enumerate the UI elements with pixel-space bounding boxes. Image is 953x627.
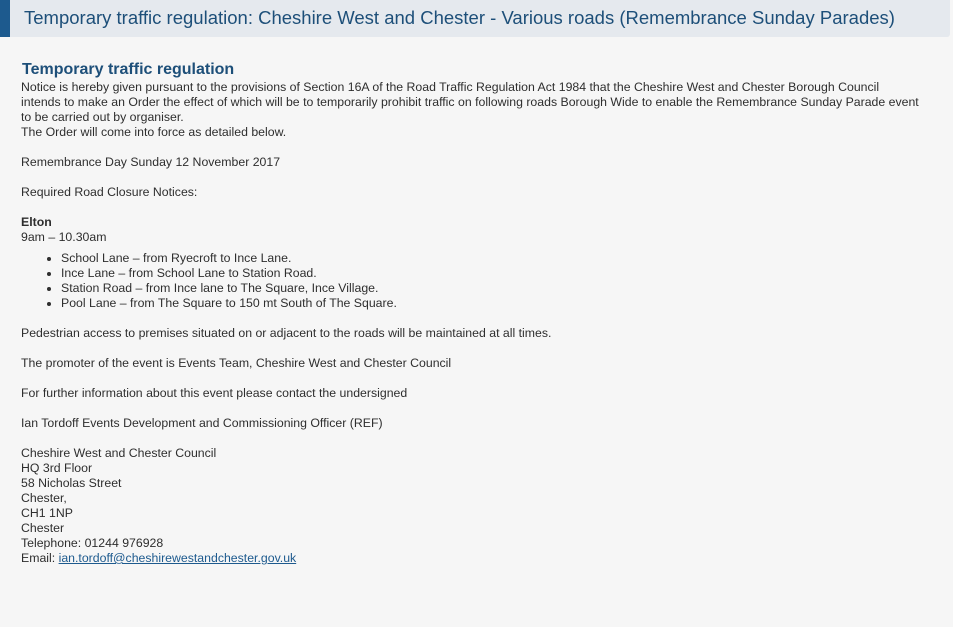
intro-paragraph: Notice is hereby given pursuant to the provisions of Section 16A of the Road Traffic Regulation Act 1984 that the Cheshire West and Chester Borough Council intends to make an Order the effect of which will be to temporarily prohibit traffic on following roads Borough Wide to enable the Remembrance Sunday Parade event to be carried out by organiser. (21, 80, 919, 124)
email-label: Email: (21, 551, 59, 565)
address-line: Chester, (21, 491, 67, 505)
email-link[interactable]: ian.tordoff@cheshirewestandchester.gov.uk (58, 551, 297, 565)
notice-header-bar (0, 0, 950, 37)
contact-address (21, 446, 921, 566)
address-line: HQ 3rd Floor (21, 461, 93, 475)
road-closure-list (21, 251, 921, 311)
road-closure-item: • Ince Lane – from School Lane to Station Road. (61, 266, 921, 281)
road-closure-item: • School Lane – from Ryecroft to Ince Lane. (61, 251, 921, 266)
notice-title: Temporary traffic regulation: Cheshire West and Chester - Various roads (Remembrance Sunday Parades) (24, 7, 895, 28)
address-line: Cheshire West and Chester Council (21, 446, 217, 460)
pedestrian-access: Pedestrian access to premises situated on or adjacent to the roads will be maintained at all times. (21, 326, 552, 340)
notice-body (21, 60, 921, 566)
road-closure-item: • Pool Lane – from The Square to 150 mt South of The Square. (61, 296, 921, 311)
section-heading: Temporary traffic regulation (22, 61, 235, 78)
contact-name: Ian Tordoff Events Development and Commissioning Officer (REF) (21, 416, 383, 430)
road-closure-item: • Station Road – from Ince lane to The Square, Ince Village. (61, 281, 921, 296)
address-line: Chester (21, 521, 65, 535)
closure-time: 9am – 10.30am (21, 230, 107, 244)
telephone-line: Telephone: 01244 976928 (21, 536, 164, 550)
promoter-line: The promoter of the event is Events Team, Cheshire West and Chester Council (21, 356, 452, 370)
email-line (21, 551, 921, 566)
intro-force-line: The Order will come into force as detailed below. (21, 125, 287, 139)
event-date: Remembrance Day Sunday 12 November 2017 (21, 155, 281, 169)
location-name: Elton (21, 215, 52, 229)
address-line: CH1 1NP (21, 506, 73, 520)
closures-label: Required Road Closure Notices: (21, 185, 198, 199)
address-line: 58 Nicholas Street (21, 476, 122, 490)
further-info-line: For further information about this event please contact the undersigned (21, 386, 408, 400)
